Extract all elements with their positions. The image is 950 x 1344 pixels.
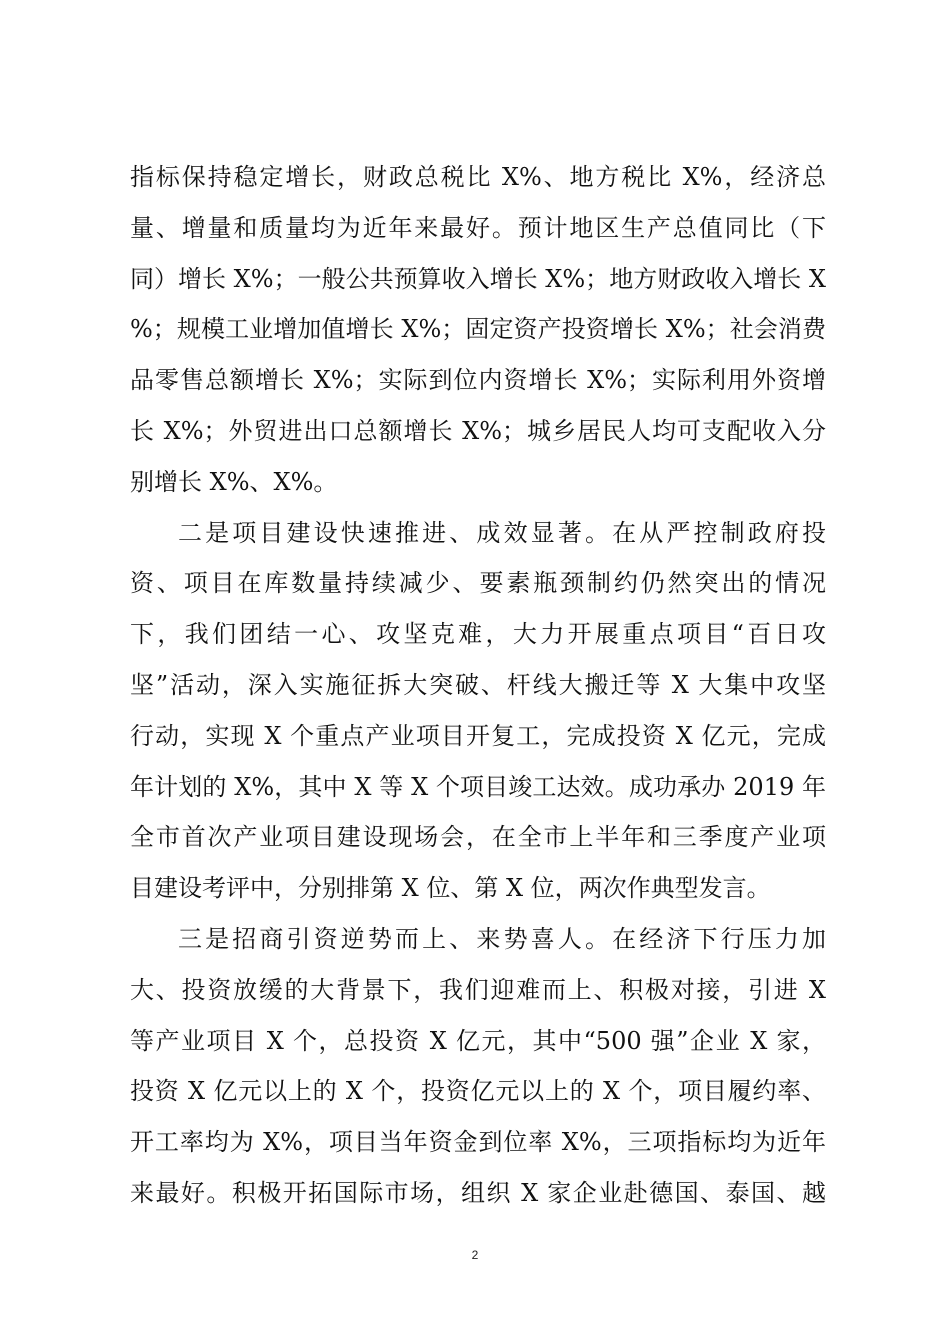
text-line: 开工率均为 X%，项目当年资金到位率 X%，三项指标均为近年: [130, 1128, 826, 1157]
body-text: [130, 152, 826, 1219]
text-line: 量、增量和质量均为近年来最好。预计地区生产总值同比（下: [130, 213, 826, 242]
paragraph-economic-indicators: [130, 152, 826, 508]
text-line: 等产业项目 X 个，总投资 X 亿元，其中“500 强”企业 X 家，: [130, 1026, 826, 1055]
text-line: 年计划的 X%，其中 X 等 X 个项目竣工达效。成功承办 2019 年: [130, 772, 826, 801]
text-line: 大、投资放缓的大背景下，我们迎难而上、积极对接，引进 X: [130, 975, 826, 1004]
text-line: 全市首次产业项目建设现场会，在全市上半年和三季度产业项: [130, 823, 826, 852]
text-line: 长 X%；外贸进出口总额增长 X%；城乡居民人均可支配收入分: [130, 416, 826, 445]
text-line: 行动，实现 X 个重点产业项目开复工，完成投资 X 亿元，完成: [130, 721, 826, 750]
text-line: 三是招商引资逆势而上、来势喜人。在经济下行压力加: [178, 924, 826, 953]
page-number: 2: [471, 1248, 479, 1262]
text-line: 下，我们团结一心、攻坚克难，大力开展重点项目“百日攻: [130, 620, 826, 649]
text-line: 来最好。积极开拓国际市场，组织 X 家企业赴德国、泰国、越: [130, 1178, 826, 1207]
text-line: 别增长 X%、X%。: [130, 467, 338, 496]
text-line: 品零售总额增长 X%；实际到位内资增长 X%；实际利用外资增: [130, 366, 826, 395]
paragraph-project-construction: [130, 508, 826, 914]
text-line: 指标保持稳定增长，财政总税比 X%、地方税比 X%，经济总: [130, 163, 826, 191]
text-line: %；规模工业增加值增长 X%；固定资产投资增长 X%；社会消费: [130, 315, 826, 344]
text-line: 二是项目建设快速推进、成效显著。在从严控制政府投: [178, 518, 826, 547]
text-line: 坚”活动，深入实施征拆大突破、杆线大搬迁等 X 大集中攻坚: [130, 670, 826, 699]
text-line: 投资 X 亿元以上的 X 个，投资亿元以上的 X 个，项目履约率、: [130, 1077, 826, 1106]
text-line: 目建设考评中，分别排第 X 位、第 X 位，两次作典型发言。: [130, 874, 771, 903]
paragraph-investment-attraction: [130, 914, 826, 1219]
text-line: 资、项目在库数量持续减少、要素瓶颈制约仍然突出的情况: [130, 569, 826, 598]
text-line: 同）增长 X%；一般公共预算收入增长 X%；地方财政收入增长 X: [130, 264, 826, 293]
